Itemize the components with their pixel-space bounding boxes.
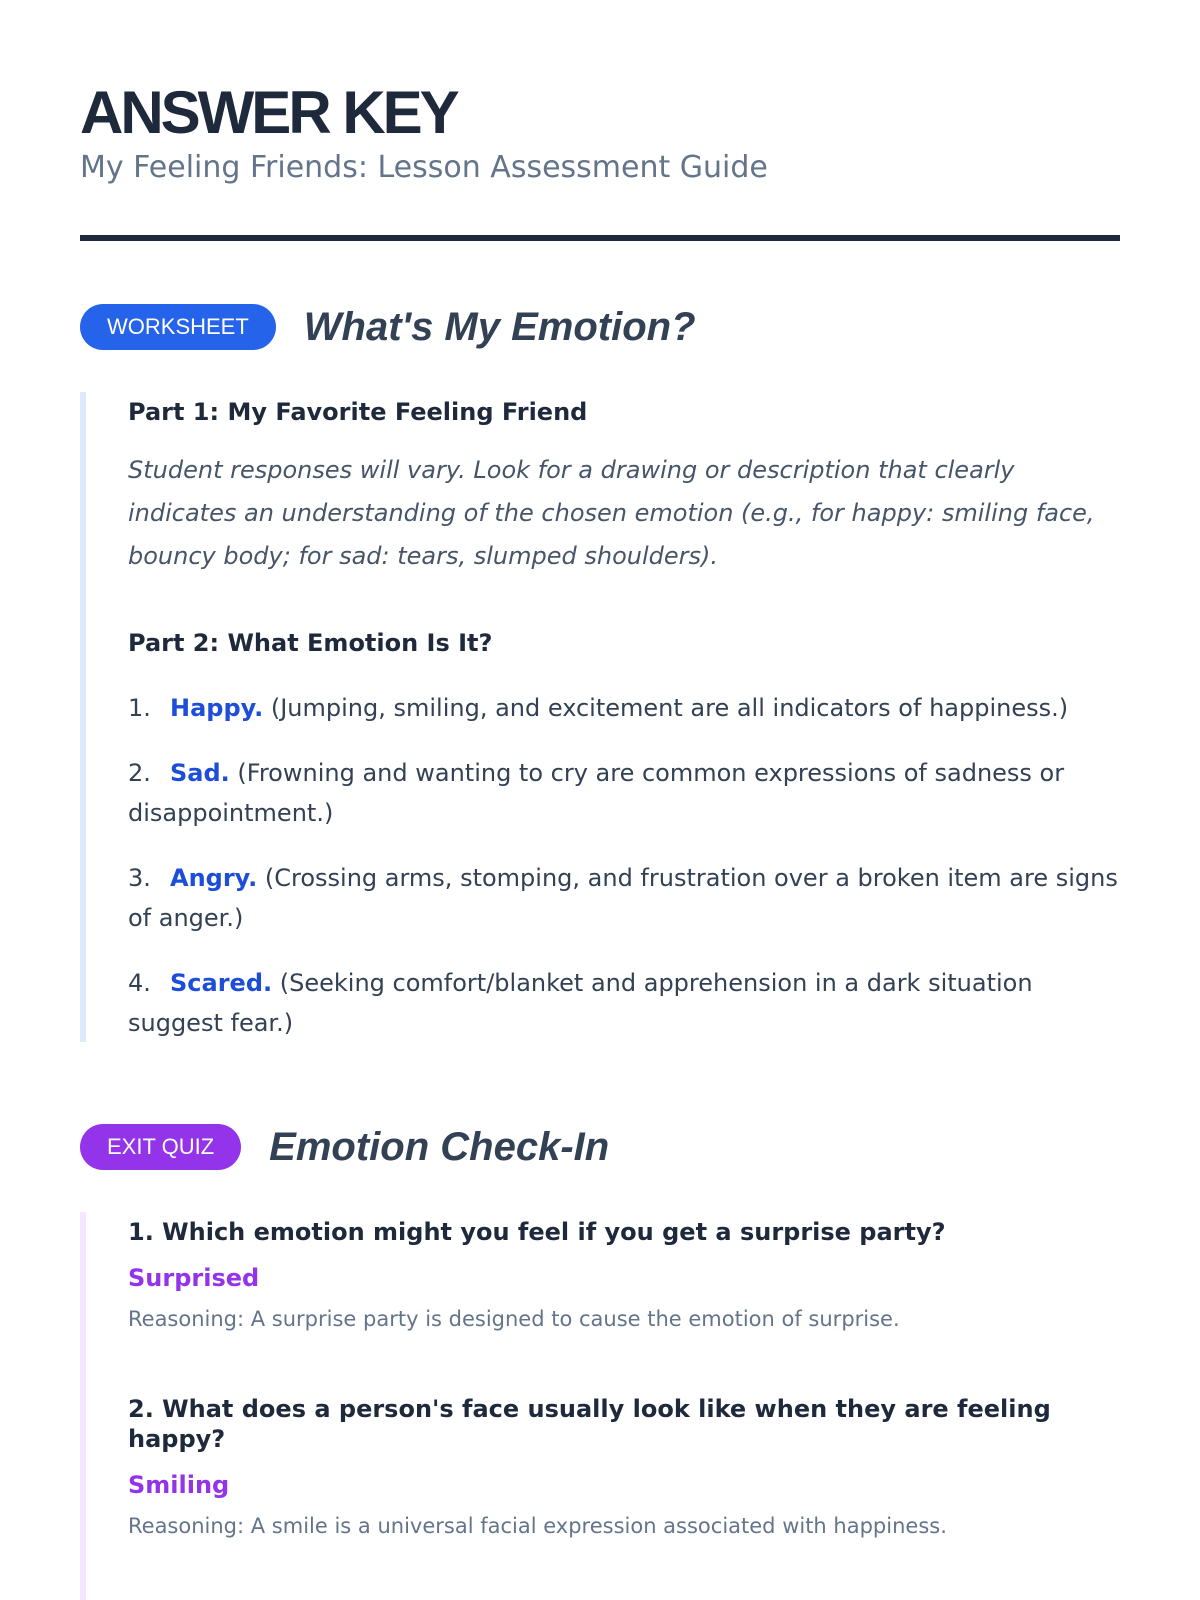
exit-quiz-answers	[80, 1212, 1124, 1600]
quiz-question-item	[128, 1394, 1124, 1540]
quiz-answer: Smiling	[128, 1471, 230, 1499]
page-title: ANSWER KEY	[80, 79, 457, 146]
answer-explanation: (Frowning and wanting to cry are common expressions of sadness or disappointment.)	[128, 759, 1065, 827]
answer-item	[128, 753, 1124, 833]
part1-title: Part 1: My Favorite Feeling Friend	[128, 398, 588, 426]
answer-label: Sad.	[170, 759, 230, 787]
answer-number: 3.	[128, 864, 151, 892]
answer-item	[128, 688, 1124, 728]
worksheet-badge: WORKSHEET	[80, 304, 276, 350]
answer-number: 2.	[128, 759, 151, 787]
header-divider	[80, 235, 1120, 241]
exit-quiz-title: Emotion Check-In	[269, 1124, 610, 1169]
header	[80, 78, 1120, 186]
answer-number: 1.	[128, 694, 151, 722]
quiz-reasoning: Reasoning: A surprise party is designed to cause the emotion of surprise.	[128, 1307, 900, 1331]
quiz-answer: Surprised	[128, 1264, 260, 1292]
answer-explanation: (Jumping, smiling, and excitement are all indicators of happiness.)	[270, 694, 1069, 722]
quiz-reasoning: Reasoning: A smile is a universal facial expression associated with happiness.	[128, 1514, 947, 1538]
worksheet-title: What's My Emotion?	[303, 304, 696, 349]
exit-quiz-badge: EXIT QUIZ	[80, 1124, 241, 1170]
part2-title: Part 2: What Emotion Is It?	[128, 629, 493, 657]
answer-explanation: (Seeking comfort/blanket and apprehension in a dark situation suggest fear.)	[128, 969, 1033, 1037]
answer-label: Scared.	[170, 969, 273, 997]
part1-description: Student responses will vary. Look for a drawing or description that clearly indicates an understanding of the chosen emotion (e.g., for happy: smiling face, bouncy body; for sad: tears, slumped shoulders).	[128, 456, 1095, 570]
answer-explanation: (Crossing arms, stomping, and frustration over a broken item are signs of anger.)	[128, 864, 1118, 932]
answer-number: 4.	[128, 969, 151, 997]
answer-item	[128, 858, 1124, 938]
exit-quiz-section-header	[80, 1124, 609, 1170]
worksheet-section-header	[80, 304, 696, 350]
quiz-question: 2. What does a person's face usually look like when they are feeling happy?	[128, 1395, 1051, 1453]
worksheet-answers	[80, 392, 1124, 1042]
quiz-question: 1. Which emotion might you feel if you get a surprise party?	[128, 1218, 946, 1246]
quiz-question-item	[128, 1217, 1124, 1333]
answer-item	[128, 963, 1124, 1043]
answer-label: Angry.	[170, 864, 258, 892]
page-subtitle: My Feeling Friends: Lesson Assessment Guide	[80, 150, 768, 185]
answer-label: Happy.	[170, 694, 264, 722]
